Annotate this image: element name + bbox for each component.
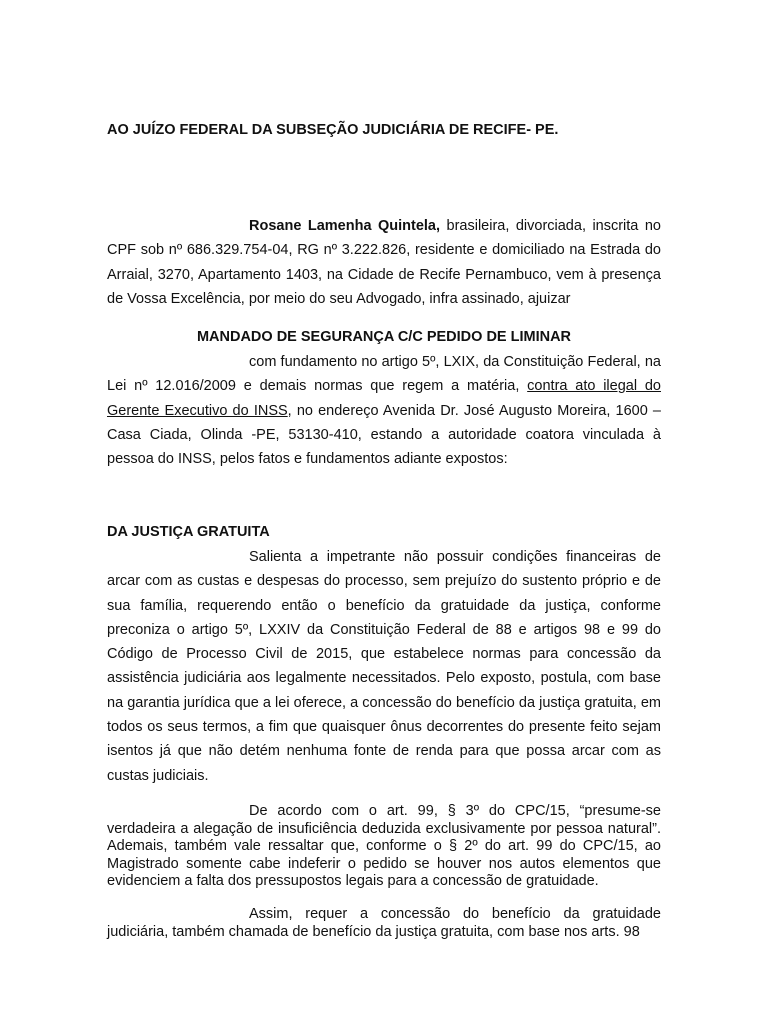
grounds-paragraph <box>107 350 661 471</box>
grounds-underlined-text: contra ato ilegal do Gerente Executivo do INSS <box>107 378 661 419</box>
paragraph-cpc-article: De acordo com o art. 99, § 3º do CPC/15, “presume-se verdadeira a alegação de insuficiência deduzida exclusivamente por pessoa natural”. Ademais, também vale ressaltar que, conforme o § 2º do art. 99 do CPC/15, ao Magistrado somente cabe indeferir o pedido se houver nos autos elementos que evidenciem a falta dos pressupostos legais para a concessão de gratuidade. <box>107 803 661 890</box>
court-heading: AO JUÍZO FEDERAL DA SUBSEÇÃO JUDICIÁRIA DE RECIFE- PE. <box>107 122 559 138</box>
section-title: DA JUSTIÇA GRATUITA <box>107 524 270 540</box>
grounds-text-before: com fundamento no artigo 5º, LXIX, da Constituição Federal, na Lei nº 12.016/2009 e demais normas que regem a matéria, <box>107 354 661 395</box>
action-title: MANDADO DE SEGURANÇA C/C PEDIDO DE LIMINAR <box>196 329 572 345</box>
intro-text: brasileira, divorciada, inscrita no CPF sob nº 686.329.754-04, RG nº 3.222.826, residente e domiciliado na Estrada do Arraial, 3270, Apartamento 1403, na Cidade de Recife Pernambuco, vem à presença de Vossa Excelência, por meio do seu Advogado, infra assinado, ajuizar <box>107 218 661 307</box>
grounds-text-after: , no endereço Avenida Dr. José Augusto Moreira, 1600 – Casa Ciada, Olinda -PE, 53130-410, estando a autoridade coatora vinculada à pessoa do INSS, pelos fatos e fundamentos adiante expostos: <box>107 402 661 468</box>
intro-paragraph <box>107 214 661 311</box>
paragraph-justica-gratuita: Salienta a impetrante não possuir condições financeiras de arcar com as custas e despesas do processo, sem prejuízo do sustento próprio e de sua família, requerendo então o benefício da gratuidade da justiça, conforme preconiza o artigo 5º, LXXIV da Constituição Federal de 88 e artigos 98 e 99 do Código de Processo Civil de 2015, que estabelece normas para concessão da assistência judiciária aos legalmente necessitados. Pelo exposto, postula, com base na garantia jurídica que a lei oferece, a concessão do benefício da justiça gratuita, em todos os seus termos, a fim que quaisquer ônus decorrentes do presente feito sejam isentos já que não detém nenhuma fonte de renda para que possa arcar com as custas judiciais. <box>107 549 661 784</box>
petitioner-name: Rosane Lamenha Quintela, <box>249 218 441 234</box>
paragraph-request: Assim, requer a concessão do benefício da gratuidade judiciária, também chamada de benefício da justiça gratuita, com base nos arts. 98 <box>107 906 661 940</box>
